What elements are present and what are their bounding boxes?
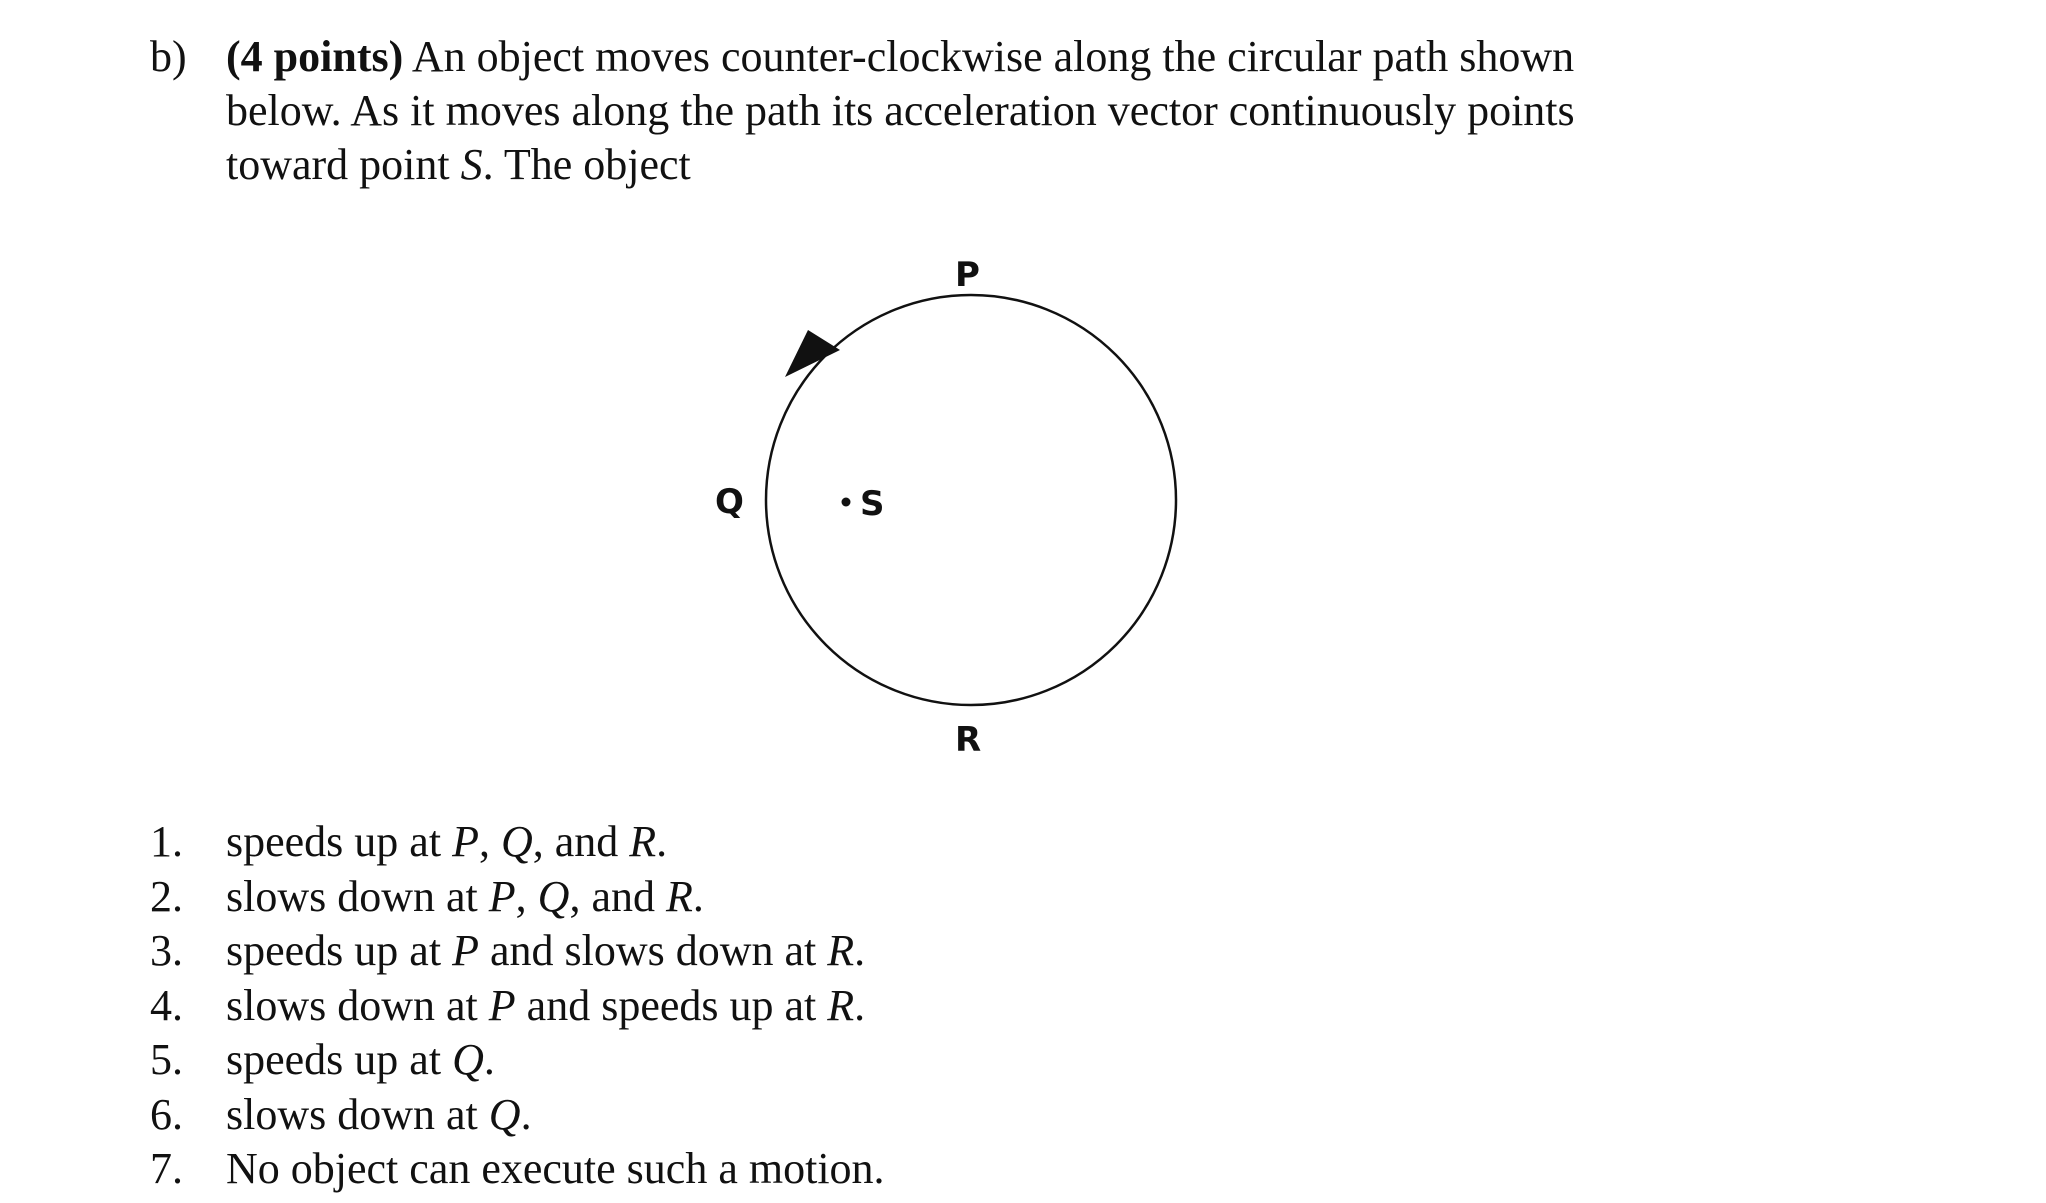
choice-number: 1. — [150, 817, 183, 866]
choice-text: . — [692, 871, 704, 921]
choice-text: . — [854, 926, 866, 975]
choice-7 — [150, 1142, 885, 1197]
label-s: S — [860, 484, 885, 524]
question-line-1-text: An object moves counter-clockwise along the circular path shown — [403, 32, 1575, 81]
choice-variable: P — [452, 817, 479, 866]
choice-variable: Q — [537, 871, 570, 921]
choice-variable: P — [488, 871, 516, 921]
choice-text: No object can execute such a motion. — [226, 1144, 885, 1193]
choice-text: speeds up at — [226, 817, 453, 866]
question-line-3-pre: toward point — [226, 140, 461, 189]
choice-variable: Q — [500, 817, 533, 866]
choice-number: 2. — [150, 871, 183, 921]
choice-text: , — [515, 871, 538, 921]
choice-text: speeds up at — [226, 1035, 453, 1084]
choice-variable: R — [665, 871, 693, 921]
choice-variable: R — [827, 980, 855, 1030]
choice-text: . — [656, 817, 668, 866]
answer-choices — [150, 815, 885, 1197]
question-label: b) — [150, 32, 187, 81]
choice-variable: P — [452, 926, 479, 975]
choice-text: and slows down at — [478, 926, 828, 975]
choice-number: 6. — [150, 1089, 183, 1139]
choice-text: slows down at — [226, 1089, 489, 1139]
choice-text: , — [478, 817, 501, 866]
choice-text: slows down at — [226, 980, 489, 1030]
choice-2 — [150, 870, 885, 925]
choice-1 — [150, 815, 885, 870]
choice-text: slows down at — [226, 871, 489, 921]
circular-path — [766, 295, 1176, 705]
choice-variable: P — [488, 980, 516, 1030]
label-p: P — [955, 255, 980, 295]
choice-text: . — [854, 980, 866, 1030]
choice-variable: R — [827, 926, 855, 975]
choice-variable: Q — [488, 1089, 521, 1139]
label-r: R — [955, 720, 982, 760]
question-line-3-post: . The object — [482, 140, 691, 189]
choice-text: , and — [532, 817, 630, 866]
point-s-dot — [842, 498, 851, 507]
choice-variable: Q — [452, 1035, 484, 1084]
choice-3 — [150, 924, 885, 979]
choice-number: 7. — [150, 1144, 183, 1193]
choice-6 — [150, 1088, 885, 1143]
choice-text: . — [483, 1035, 495, 1084]
choice-4 — [150, 979, 885, 1034]
question-line-2: below. As it moves along the path its acceleration vector continuously points — [226, 86, 1575, 135]
choice-text: speeds up at — [226, 926, 453, 975]
choice-5 — [150, 1033, 885, 1088]
choice-text: and speeds up at — [515, 980, 828, 1030]
question-points: (4 points) — [226, 32, 404, 81]
choice-number: 5. — [150, 1035, 183, 1084]
label-q: Q — [715, 482, 744, 522]
choice-number: 4. — [150, 980, 183, 1030]
question-line-3-var: S — [460, 140, 483, 189]
choice-text: , and — [569, 871, 666, 921]
choice-text: . — [520, 1089, 532, 1139]
choice-number: 3. — [150, 926, 183, 975]
choice-variable: R — [629, 817, 657, 866]
